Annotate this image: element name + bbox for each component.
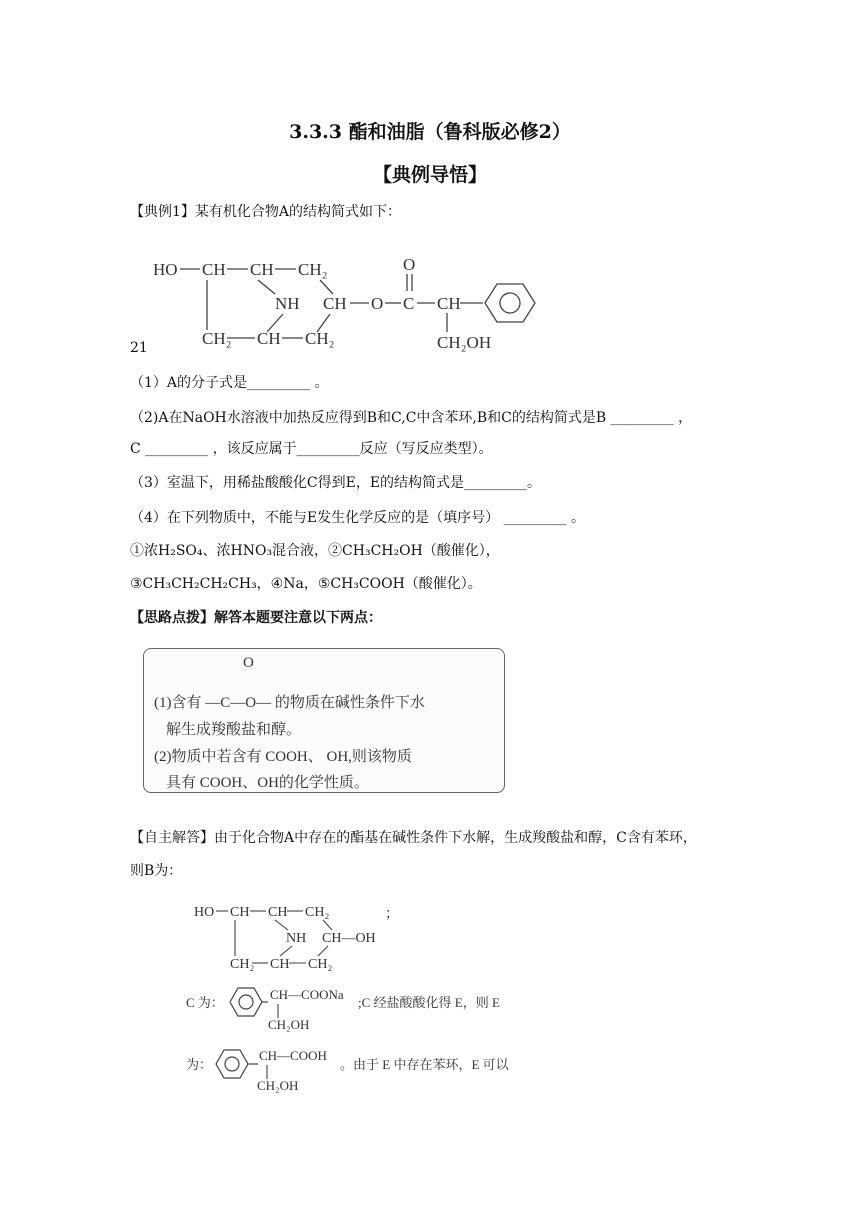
atom-ch2: CH₂ xyxy=(298,260,328,279)
answer-line-2: 则B为： xyxy=(130,863,183,879)
example-intro: 【典例1】某有机化合物A的结构简式如下： xyxy=(130,204,402,220)
atom-nh: NH xyxy=(275,294,300,313)
atom-ch: CH xyxy=(202,260,226,279)
option-line-1: ①浓H₂SO₄、浓HNO₃混合液，②CH₃CH₂OH（酸催化）， xyxy=(130,543,500,559)
semicolon: ； xyxy=(385,907,399,922)
atom-c: C xyxy=(403,294,415,313)
c-ch2oh: CH₂OH xyxy=(268,1017,310,1032)
atom-ch2: CH₂ xyxy=(202,329,232,348)
answer-line-1: 【自主解答】由于化合物A中存在的酯基在碱性条件下水解，生成羧酸盐和醇，C含有苯环， xyxy=(130,830,697,846)
c-suffix: ;C 经盐酸酸化得 E，则 E xyxy=(358,995,500,1010)
atom-ho: HO xyxy=(194,905,215,920)
atom-ch: CH xyxy=(268,905,288,920)
structure-b xyxy=(190,898,420,976)
benzene-ring-icon xyxy=(212,1044,258,1084)
atom-ch2: CH₂ xyxy=(308,957,333,972)
hint-box-line-4: 具有 COOH、OH的化学性质。 xyxy=(166,775,369,791)
hint-box xyxy=(143,648,505,793)
question-2: （2)A在NaOH水溶液中加热反应得到B和C,C中含苯环,B和C的结构简式是B _________ ， xyxy=(130,410,693,426)
section-heading: 【典例导悟】 xyxy=(372,164,487,186)
hint-box-line-2: 解生成羧酸盐和醇。 xyxy=(166,722,302,738)
atom-ch2oh: CH₂OH xyxy=(437,333,492,352)
c-coona: CH—COONa xyxy=(270,987,344,1002)
number-label: 21 xyxy=(130,340,148,356)
atom-ch2: CH₂ xyxy=(230,957,255,972)
atom-ch2: CH₂ xyxy=(305,905,330,920)
question-2-cont: C _________ ，该反应属于_________反应（写反应类型）。 xyxy=(130,441,493,457)
hint-box-line-3: (2)物质中若含有 COOH、 OH,则该物质 xyxy=(154,749,412,765)
atom-ch: CH xyxy=(437,294,461,313)
atom-o-double: O xyxy=(403,255,416,274)
page-title: 3.3.3 酯和油脂（鲁科版必修2） xyxy=(289,121,571,143)
hint-heading: 【思路点拨】解答本题要注意以下两点： xyxy=(130,610,382,626)
e-cooh: CH—COOH xyxy=(259,1048,327,1063)
question-1: （1）A的分子式是_________ 。 xyxy=(130,375,329,391)
atom-choh: CH—OH xyxy=(322,931,376,946)
c-prefix: C 为： xyxy=(186,995,224,1010)
atom-nh: NH xyxy=(286,931,307,946)
atom-ch: CH xyxy=(230,905,250,920)
atom-ch: CH xyxy=(270,957,290,972)
atom-ch: CH xyxy=(323,294,347,313)
e-ch2oh: CH₂OH xyxy=(257,1078,299,1093)
hint-box-o: O xyxy=(243,655,254,671)
structure-a xyxy=(145,250,565,360)
question-4: （4）在下列物质中，不能与E发生化学反应的是（填序号） _________ 。 xyxy=(130,510,586,526)
e-suffix: 。由于 E 中存在苯环，E 可以 xyxy=(340,1057,509,1072)
atom-ch: CH xyxy=(250,260,274,279)
option-line-2: ③CH₃CH₂CH₂CH₃，④Na，⑤CH₃COOH（酸催化）。 xyxy=(130,576,482,592)
atom-o: O xyxy=(371,294,384,313)
atom-ho: HO xyxy=(153,260,178,279)
e-prefix: 为： xyxy=(186,1057,213,1072)
question-3: （3）室温下，用稀盐酸酸化C得到E，E的结构简式是_________。 xyxy=(130,475,542,491)
atom-ch: CH xyxy=(257,329,281,348)
benzene-ring-icon xyxy=(226,982,268,1022)
atom-ch2: CH₂ xyxy=(305,329,335,348)
hint-box-line-1: (1)含有 —C—O— 的物质在碱性条件下水 xyxy=(154,695,425,711)
